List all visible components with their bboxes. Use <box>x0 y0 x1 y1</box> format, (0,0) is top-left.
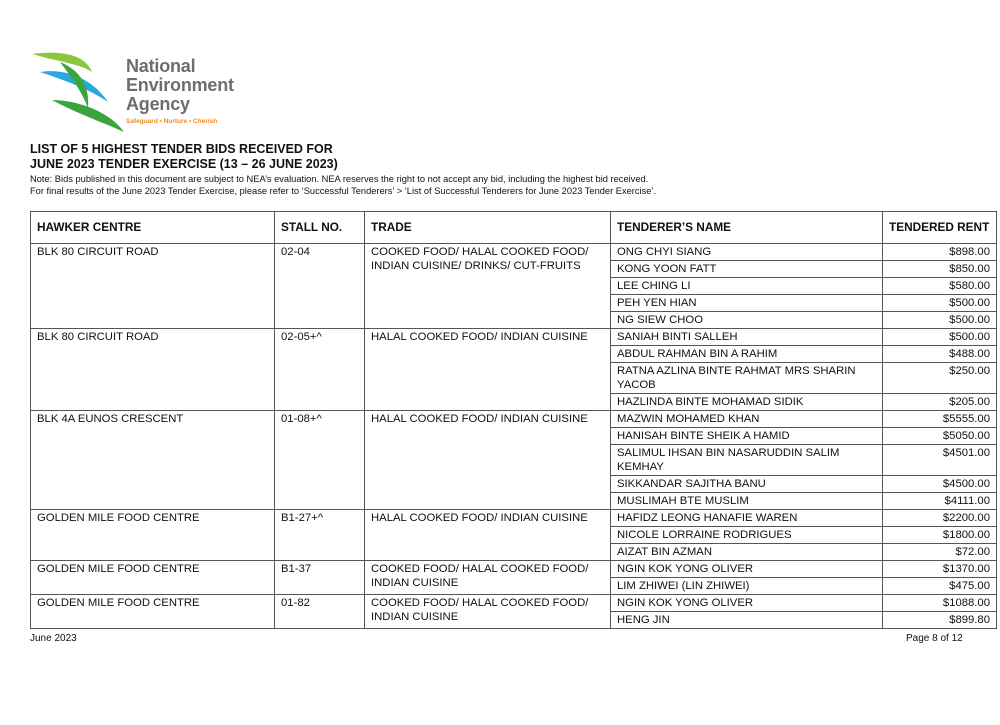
table-row <box>31 561 997 578</box>
tenderer-name-cell: RATNA AZLINA BINTE RAHMAT MRS SHARIN YACOB <box>611 363 883 394</box>
tenderer-name-cell: SANIAH BINTI SALLEH <box>611 329 883 346</box>
col-hawker-centre: HAWKER CENTRE <box>31 212 275 244</box>
tenderer-name-cell: NGIN KOK YONG OLIVER <box>611 595 883 612</box>
stall-no-cell: 01-82 <box>275 595 365 629</box>
nea-logo-mark-icon <box>30 50 130 135</box>
hawker-centre-cell: GOLDEN MILE FOOD CENTRE <box>31 595 275 629</box>
tender-bids-table <box>30 211 997 629</box>
tendered-rent-cell: $500.00 <box>883 329 997 346</box>
tendered-rent-cell: $72.00 <box>883 544 997 561</box>
tendered-rent-cell: $4111.00 <box>883 493 997 510</box>
col-stall-no: STALL NO. <box>275 212 365 244</box>
tenderer-name-cell: HAZLINDA BINTE MOHAMAD SIDIK <box>611 394 883 411</box>
tenderer-name-cell: NG SIEW CHOO <box>611 312 883 329</box>
tendered-rent-cell: $475.00 <box>883 578 997 595</box>
trade-cell: HALAL COOKED FOOD/ INDIAN CUISINE <box>365 329 611 411</box>
tendered-rent-cell: $899.80 <box>883 612 997 629</box>
stall-no-cell: B1-37 <box>275 561 365 595</box>
trade-cell: COOKED FOOD/ HALAL COOKED FOOD/ INDIAN CUISINE <box>365 595 611 629</box>
col-tendered-rent: TENDERED RENT <box>883 212 997 244</box>
tenderer-name-cell: LEE CHING LI <box>611 278 883 295</box>
tendered-rent-cell: $500.00 <box>883 312 997 329</box>
stall-no-cell: 02-05+^ <box>275 329 365 411</box>
stall-no-cell: 02-04 <box>275 244 365 329</box>
tenderer-name-cell: HENG JIN <box>611 612 883 629</box>
trade-cell: HALAL COOKED FOOD/ INDIAN CUISINE <box>365 510 611 561</box>
tendered-rent-cell: $850.00 <box>883 261 997 278</box>
tendered-rent-cell: $250.00 <box>883 363 997 394</box>
table-row <box>31 411 997 428</box>
table-body <box>31 244 997 629</box>
tendered-rent-cell: $1370.00 <box>883 561 997 578</box>
tendered-rent-cell: $2200.00 <box>883 510 997 527</box>
tendered-rent-cell: $5555.00 <box>883 411 997 428</box>
trade-cell: COOKED FOOD/ HALAL COOKED FOOD/ INDIAN CUISINE <box>365 561 611 595</box>
col-trade: TRADE <box>365 212 611 244</box>
tenderer-name-cell: ONG CHYI SIANG <box>611 244 883 261</box>
org-name: National Environment Agency <box>126 56 234 114</box>
tenderer-name-cell: HANISAH BINTE SHEIK A HAMID <box>611 428 883 445</box>
tenderer-name-cell: HAFIDZ LEONG HANAFIE WAREN <box>611 510 883 527</box>
tendered-rent-cell: $5050.00 <box>883 428 997 445</box>
table-row <box>31 244 997 261</box>
page-title: LIST OF 5 HIGHEST TENDER BIDS RECEIVED FOR JUNE 2023 TENDER EXERCISE (13 – 26 JUNE 2023) <box>30 142 338 171</box>
page-number: Page 8 of 12 <box>906 633 963 644</box>
tenderer-name-cell: MUSLIMAH BTE MUSLIM <box>611 493 883 510</box>
hawker-centre-cell: BLK 80 CIRCUIT ROAD <box>31 244 275 329</box>
tendered-rent-cell: $1088.00 <box>883 595 997 612</box>
tenderer-name-cell: NGIN KOK YONG OLIVER <box>611 561 883 578</box>
tendered-rent-cell: $488.00 <box>883 346 997 363</box>
hawker-centre-cell: BLK 4A EUNOS CRESCENT <box>31 411 275 510</box>
tendered-rent-cell: $4500.00 <box>883 476 997 493</box>
tendered-rent-cell: $205.00 <box>883 394 997 411</box>
tenderer-name-cell: PEH YEN HIAN <box>611 295 883 312</box>
tenderer-name-cell: SALIMUL IHSAN BIN NASARUDDIN SALIM KEMHAY <box>611 445 883 476</box>
tendered-rent-cell: $580.00 <box>883 278 997 295</box>
tenderer-name-cell: MAZWIN MOHAMED KHAN <box>611 411 883 428</box>
table-row <box>31 595 997 612</box>
table-header-row <box>31 212 997 244</box>
table-row <box>31 329 997 346</box>
col-tenderer-name: TENDERER’S NAME <box>611 212 883 244</box>
tagline: Safeguard • Nurture • Cherish <box>126 118 218 125</box>
tenderer-name-cell: KONG YOON FATT <box>611 261 883 278</box>
hawker-centre-cell: GOLDEN MILE FOOD CENTRE <box>31 510 275 561</box>
hawker-centre-cell: GOLDEN MILE FOOD CENTRE <box>31 561 275 595</box>
tendered-rent-cell: $500.00 <box>883 295 997 312</box>
tenderer-name-cell: NICOLE LORRAINE RODRIGUES <box>611 527 883 544</box>
footer-date: June 2023 <box>30 633 77 644</box>
table-row <box>31 510 997 527</box>
stall-no-cell: 01-08+^ <box>275 411 365 510</box>
note: Note: Bids published in this document are subject to NEA’s evaluation. NEA reserves the right to not accept any bid, including the highest bid received. For final results of the June 2023 Tender Exercise, please refer to ‘Successful Tenderers’ > ‘List of Successful Tenderers for June 2023 Tender Exercise’. <box>30 174 657 196</box>
tenderer-name-cell: AIZAT BIN AZMAN <box>611 544 883 561</box>
trade-cell: COOKED FOOD/ HALAL COOKED FOOD/ INDIAN CUISINE/ DRINKS/ CUT-FRUITS <box>365 244 611 329</box>
tenderer-name-cell: ABDUL RAHMAN BIN A RAHIM <box>611 346 883 363</box>
tenderer-name-cell: LIM ZHIWEI (LIN ZHIWEI) <box>611 578 883 595</box>
tendered-rent-cell: $898.00 <box>883 244 997 261</box>
tendered-rent-cell: $4501.00 <box>883 445 997 476</box>
tendered-rent-cell: $1800.00 <box>883 527 997 544</box>
stall-no-cell: B1-27+^ <box>275 510 365 561</box>
hawker-centre-cell: BLK 80 CIRCUIT ROAD <box>31 329 275 411</box>
tenderer-name-cell: SIKKANDAR SAJITHA BANU <box>611 476 883 493</box>
trade-cell: HALAL COOKED FOOD/ INDIAN CUISINE <box>365 411 611 510</box>
